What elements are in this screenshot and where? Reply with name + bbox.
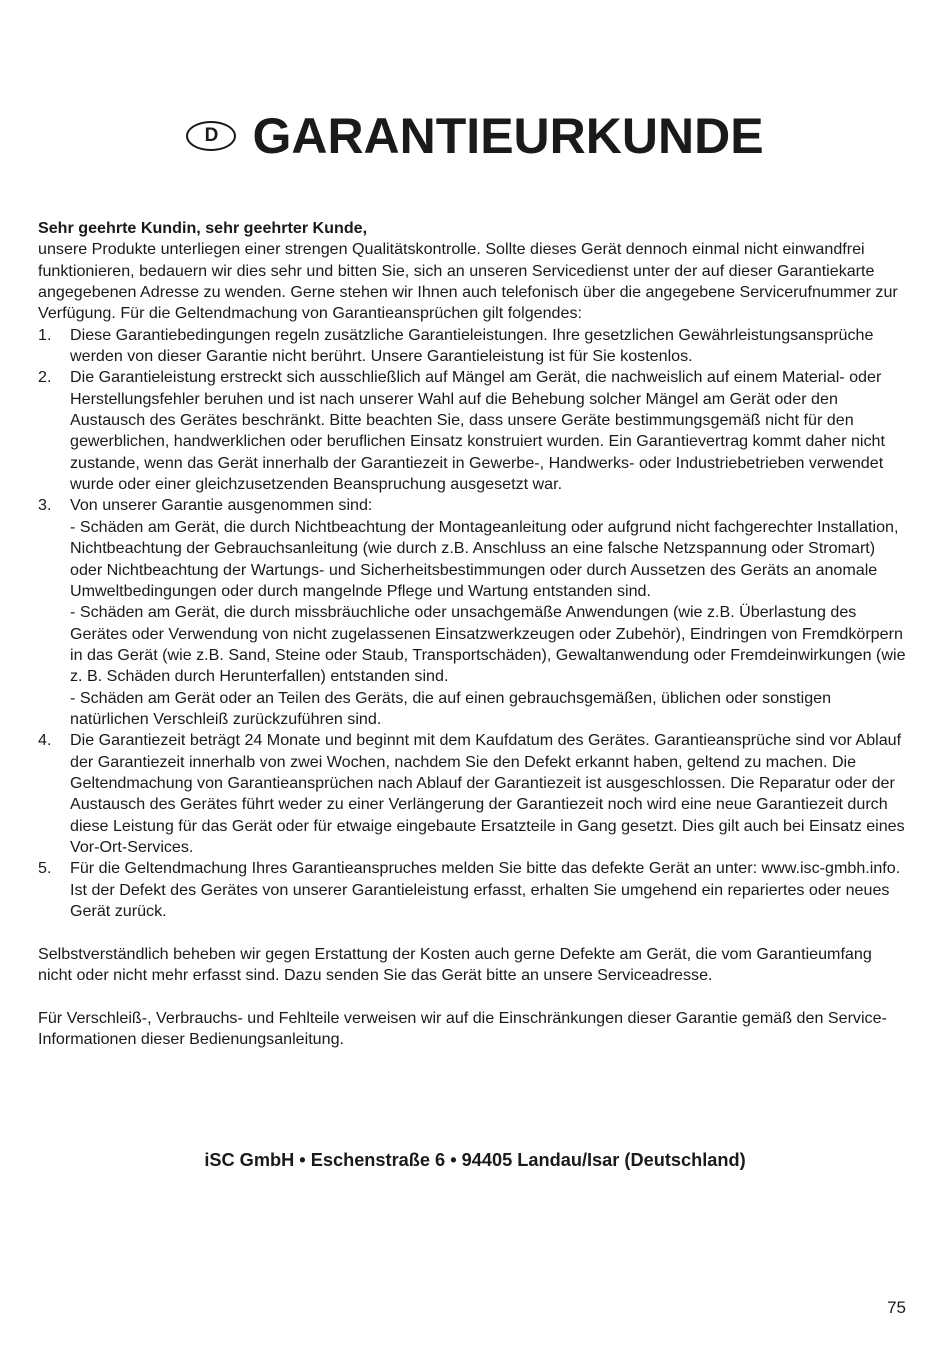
intro-paragraph: unsere Produkte unterliegen einer strengen Qualitätskontrolle. Sollte dieses Gerät dennoch einmal nicht einwandfrei funktionieren, bedauern wir dies sehr und bitten Sie, sich an unseren Servicedienst unter der auf dieser Garantiekarte angegebenen Adresse zu wenden. Gerne stehen wir Ihnen auch telefonisch über die angegebene Servicerufnummer zur Verfügung. Für die Geltendmachung von Garantieansprüchen gilt folgendes:: [38, 240, 898, 323]
warranty-text: [38, 218, 906, 1050]
list-item-text: Für die Geltendmachung Ihres Garantieanspruches melden Sie bitte das defekte Gerät an unter: www.isc-gmbh.info. Ist der Defekt des Gerätes von unserer Garantieleistung erfasst, erhalten Sie umgehend ein repariertes oder neues Gerät zurück.: [70, 859, 901, 920]
company-address: iSC GmbH • Eschenstraße 6 • 94405 Landau/Isar (Deutschland): [204, 1150, 746, 1170]
list-item-text: Die Garantiezeit beträgt 24 Monate und beginnt mit dem Kaufdatum des Gerätes. Garantieansprüche sind vor Ablauf der Garantiezeit innerhalb von zwei Wochen, nachdem Sie den Defekt erkannt haben, geltend zu machen. Die Geltendmachung von Garantieansprüchen nach Ablauf der Garantiezeit ist ausgeschlossen. Die Reparatur oder der Austausch des Gerätes führt weder zu einer Verlängerung der Garantiezeit noch wird eine neue Garantiezeit durch diese Leistung für das Gerät oder für etwaige eingebaute Ersatzteile in Gang gesetzt. Dies gilt auch bei Einsatz eines Vor-Ort-Services.: [70, 731, 905, 856]
closing-paragraph-costs: Selbstverständlich beheben wir gegen Erstattung der Kosten auch gerne Defekte am Gerät, die vom Garantieumfang nicht oder nicht mehr erfasst sind. Dazu senden Sie das Gerät bitte an unsere Serviceadresse.: [38, 944, 872, 985]
list-item-number: 1.: [38, 325, 52, 344]
list-item-text: Die Garantieleistung erstreckt sich ausschließlich auf Mängel am Gerät, die nachweislich auf einem Material- oder Herstellungsfehler beruhen und ist nach unserer Wahl auf die Behebung solcher Mängel am Gerät oder den Austausch des Gerätes beschränkt. Bitte beachten Sie, dass unsere Geräte bestimmungsgemäß nicht für den gewerblichen, handwerklichen oder beruflichen Einsatz konstruiert wurden. Ein Garantievertrag kommt daher nicht zustande, wenn das Gerät innerhalb der Garantiezeit in Gewerbe-, Handwerks- oder Industriebetrieben verwendet wurde oder einer gleichzusetzenden Beanspruchung ausgesetzt war.: [70, 368, 885, 494]
list-item: [38, 858, 906, 922]
country-code-badge: D: [186, 121, 236, 151]
closing-paragraph-wear-parts: Für Verschleiß-, Verbrauchs- und Fehlteile verweisen wir auf die Einschränkungen dieser Garantie gemäß den Service-Informationen dieser Bedienungsanleitung.: [38, 1008, 887, 1049]
page-number: 75: [887, 1298, 906, 1317]
page-header: [0, 106, 950, 166]
list-item-text: Diese Garantiebedingungen regeln zusätzliche Garantieleistungen. Ihre gesetzlichen Gewährleistungsansprüche werden von dieser Garantie nicht berührt. Unsere Garantieleistung ist für Sie kostenlos.: [70, 325, 874, 366]
exclusion-item: - Schäden am Gerät oder an Teilen des Geräts, die auf einen gebrauchsgemäßen, üblichen oder sonstigen natürlichen Verschleiß zurückzuführen sind.: [70, 688, 832, 728]
warranty-terms-list: [38, 325, 906, 923]
exclusion-item: - Schäden am Gerät, die durch missbräuchliche oder unsachgemäße Anwendungen (wie z.B. Überlastung des Gerätes oder Verwendung von nicht zugelassenen Einsatzwerkzeugen oder Zubehör), Eindringen von Fremdkörpern in das Gerät (wie z.B. Sand, Steine oder Staub, Transportschäden), Gewaltanwendung oder Fremdeinwirkungen (wie z. B. Schäden durch Herunterfallen) entstanden sind.: [70, 603, 906, 686]
list-item: [38, 367, 906, 495]
exclusion-item: - Schäden am Gerät, die durch Nichtbeachtung der Montageanleitung oder aufgrund nicht fachgerechter Installation, Nichtbeachtung der Gebrauchsanleitung (wie durch z.B. Anschluss an eine falsche Netzspannung oder Stromart) oder Nichtbeachtung der Wartungs- und Sicherheitsbestimmungen oder durch Aussetzen des Geräts an anomale Umweltbedingungen oder durch mangelnde Pflege und Wartung entstanden sind.: [70, 517, 899, 600]
list-item: [38, 730, 906, 858]
list-item-text: Von unserer Garantie ausgenommen sind:: [70, 496, 373, 515]
spacer: [38, 922, 906, 943]
list-item: [38, 495, 906, 730]
page-title: GARANTIEURKUNDE: [252, 108, 764, 164]
salutation: Sehr geehrte Kundin, sehr geehrter Kunde,: [38, 219, 368, 237]
list-item: [38, 325, 906, 368]
list-item-number: 2.: [38, 368, 52, 387]
list-item-number: 5.: [38, 859, 52, 878]
list-item-number: 3.: [38, 496, 52, 515]
list-item-number: 4.: [38, 731, 52, 750]
spacer: [38, 986, 906, 1007]
